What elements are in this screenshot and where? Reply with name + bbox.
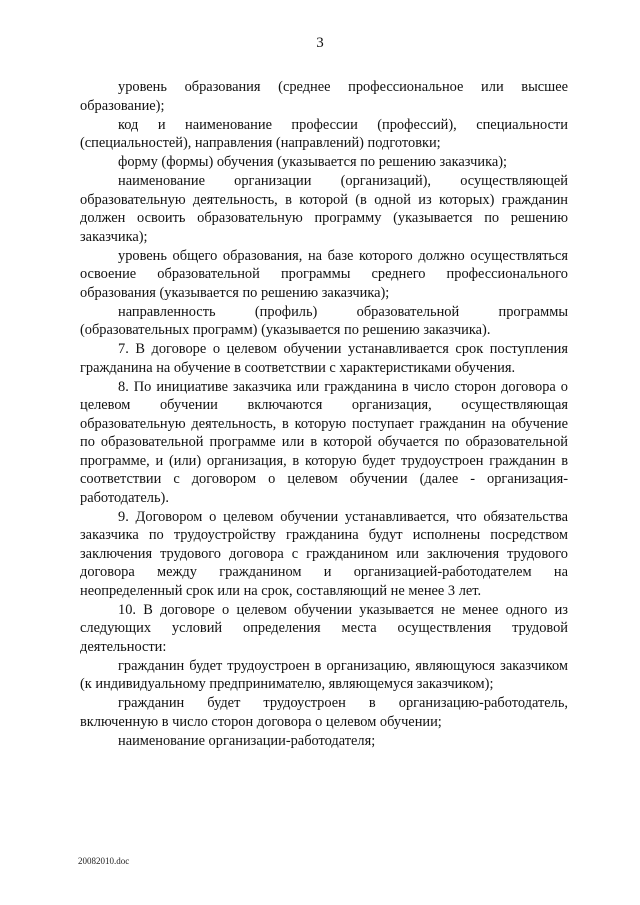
- paragraph-study-form: форму (формы) обучения (указывается по решению заказчика);: [118, 154, 508, 170]
- paragraph-employer-in-parties: гражданин будет трудоустроен в организацию-работодатель, включенную в число сторон договора о целевом обучении;: [80, 695, 568, 730]
- paragraph-clause-7: 7. В договоре о целевом обучении устанавливается срок поступления гражданина на обучение в соответствии с характеристиками обучения.: [80, 341, 568, 376]
- paragraph-profession-code: код и наименование профессии (профессий), специальности (специальностей), направления (направлений) подготовки;: [80, 116, 568, 151]
- paragraph-clause-9: 9. Договором о целевом обучении устанавливается, что обязательства заказчика по трудоустройству гражданина будут исполнены посредством заключения трудового договора с гражданином или заключения трудового договора между гражданином и организацией-работодателем на неопределенный срок или на срок, составляющий не менее 3 лет.: [80, 508, 568, 599]
- footer-filename: 20082010.doc: [78, 856, 130, 866]
- paragraph-employer-name: наименование организации-работодателя;: [118, 732, 376, 749]
- page-number: 3: [316, 35, 324, 51]
- paragraph-education-level: уровень образования (среднее профессиональное или высшее образование);: [80, 79, 568, 114]
- paragraph-clause-8: 8. По инициативе заказчика или гражданина в число сторон договора о целевом обучении включаются организация, осуществляющая образовательную деятельность, в которую поступает гражданин на обучение по образовательной программе или в которой обучается по образовательной программе, и (или) организация, в которую будет трудоустроен гражданин в соответствии с договором о целевом обучении (далее - организация-работодатель).: [80, 378, 568, 506]
- paragraph-general-education-level: уровень общего образования, на базе которого должно осуществляться освоение образовательной программы среднего профессионального образования (указывается по решению заказчика);: [80, 247, 568, 301]
- paragraph-clause-10: 10. В договоре о целевом обучении указывается не менее одного из следующих условий определения места осуществления трудовой деятельности:: [80, 601, 568, 655]
- document-body: [80, 78, 568, 750]
- paragraph-program-profile: направленность (профиль) образовательной программы (образовательных программ) (указывается по решению заказчика).: [80, 303, 568, 338]
- paragraph-organization-name: наименование организации (организаций), осуществляющей образовательную деятельность, в которой (в одной из которых) гражданин должен освоить образовательную программу (указывается по решению заказчика);: [80, 173, 568, 245]
- paragraph-employer-is-customer: гражданин будет трудоустроен в организацию, являющуюся заказчиком (к индивидуальному предпринимателю, являющемуся заказчиком);: [80, 657, 568, 692]
